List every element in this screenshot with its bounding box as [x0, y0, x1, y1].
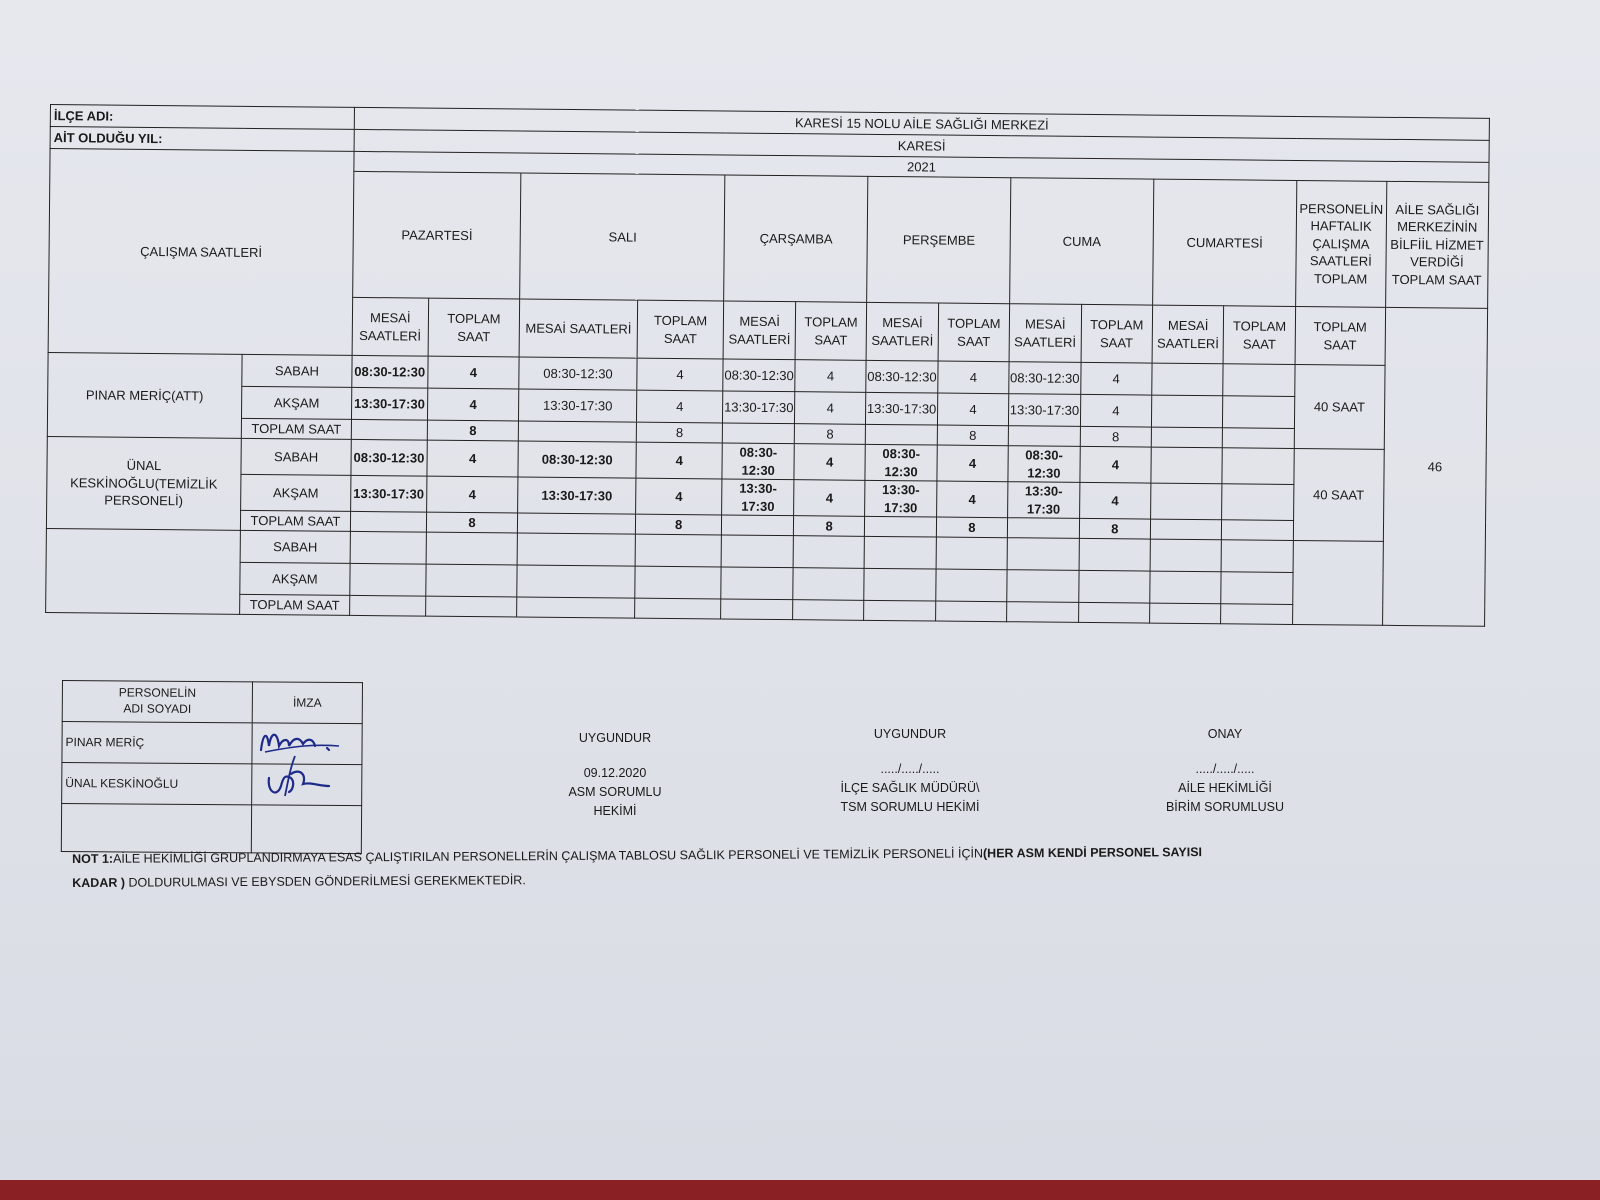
cell-daily-total: 8: [1079, 519, 1151, 540]
center-total-header: [1385, 181, 1489, 308]
staff-name: [46, 436, 241, 530]
mesai-header: [352, 297, 428, 356]
cell-empty: [350, 512, 426, 533]
toplam-line: SAAT: [1242, 335, 1276, 352]
approval-asm: [520, 728, 710, 821]
weekly-header-line: HAFTALIK: [1310, 218, 1372, 234]
note-label: NOT 1:: [72, 851, 114, 866]
toplam-line: SAAT: [957, 333, 991, 349]
signature-name-header: [62, 681, 252, 723]
cell-hours: 4: [937, 393, 1009, 426]
cell-hours: 4: [1079, 482, 1151, 519]
cell-daily-total: 8: [635, 514, 722, 535]
cell-time: 13:30-17:30: [1009, 394, 1081, 427]
toplam-header: [938, 303, 1010, 362]
cell-empty: [1150, 603, 1222, 624]
toplam-header: [637, 300, 724, 359]
shift-label-toplam: TOPLAM SAAT: [241, 418, 351, 439]
cell-time: 08:30-12:30: [866, 360, 938, 393]
cell-time: 08:30-12:30: [1009, 362, 1081, 395]
approval-role-line: ASM SORUMLU: [568, 785, 662, 800]
weekly-total-empty: [1292, 541, 1383, 626]
cell-empty: [1222, 448, 1294, 485]
mesai-line: SAATLERİ: [871, 332, 934, 348]
cell-time: 08:30-12:30: [723, 359, 795, 392]
mesai-line: MESAİ: [369, 310, 411, 326]
note-bold: (HER ASM KENDİ PERSONEL SAYISI: [982, 845, 1203, 861]
cell-empty: [1150, 571, 1222, 604]
shift-label-toplam: TOPLAM SAAT: [239, 595, 349, 616]
day-header-carsamba: ÇARŞAMBA: [724, 175, 868, 302]
yil-label: AİT OLDUĞU YIL:: [50, 127, 354, 152]
district-name: KARESİ: [354, 129, 1489, 162]
cell-time: 13:30-17:30: [518, 477, 636, 514]
cell-time: 08:30-12:30: [1008, 446, 1080, 483]
toplam-header: [1223, 306, 1295, 365]
toplam-line: TOPLAM: [653, 312, 708, 329]
cell-empty: [1152, 363, 1224, 396]
toplam-line: TOPLAM: [1090, 316, 1144, 333]
cell-empty: [1007, 602, 1079, 623]
cell-empty: [793, 568, 865, 601]
cell-hours: 4: [794, 392, 866, 425]
shift-label-sabah: SABAH: [241, 438, 352, 475]
shift-label-aksam: AKŞAM: [240, 474, 351, 511]
ilce-label: İLÇE ADI:: [50, 105, 354, 130]
cell-daily-total: 8: [427, 420, 519, 441]
center-total-value: 46: [1382, 307, 1487, 626]
signature-person-name: ÜNAL KESKİNOĞLU: [62, 763, 252, 805]
cell-hours: 4: [427, 440, 519, 477]
weekly-header-line: TOPLAM: [1313, 270, 1368, 287]
center-header-line: MERKEZİNİN: [1397, 219, 1478, 235]
cell-empty: [935, 601, 1007, 622]
cell-empty: [793, 536, 865, 569]
cell-daily-total: 8: [936, 517, 1008, 538]
mesai-line: MESAİ: [739, 313, 780, 329]
cell-empty: [722, 515, 794, 536]
approval-date: ...../...../.....: [1195, 761, 1255, 776]
toplam-header: [428, 298, 520, 357]
mesai-line: MESAİ: [882, 314, 923, 331]
sig-header-line: PERSONELİN: [118, 685, 197, 701]
cell-hours: 4: [937, 445, 1009, 482]
weekly-total: 40 SAAT: [1293, 448, 1384, 541]
staff-name-line: ÜNAL: [126, 458, 162, 474]
handwritten-signature: [255, 716, 365, 806]
note-text: DOLDURULMASI VE EBYSDEN GÖNDERİLMESİ GEREKMEKTEDİR.: [124, 872, 526, 890]
cell-empty: [351, 419, 427, 440]
cell-hours: 4: [636, 442, 723, 479]
cell-empty: [722, 535, 794, 568]
mesai-line: SAATLERİ: [1156, 335, 1220, 351]
shift-label-aksam: AKŞAM: [240, 563, 351, 596]
weekly-header-line: PERSONELİN: [1299, 200, 1384, 217]
cell-empty: [1007, 538, 1079, 571]
cell-hours: 4: [426, 476, 518, 513]
cell-hours: 4: [1080, 362, 1152, 395]
cell-empty: [425, 564, 517, 597]
approval-title: UYGUNDUR: [578, 731, 652, 745]
cell-hours: 4: [427, 356, 519, 389]
approval-title: UYGUNDUR: [873, 727, 947, 741]
cell-daily-total: 8: [426, 512, 518, 533]
cell-empty: [1078, 603, 1150, 624]
cell-empty: [1150, 539, 1222, 572]
cell-daily-total: 8: [937, 425, 1009, 446]
footnote: [72, 841, 1272, 896]
day-header-cumartesi: CUMARTESİ: [1153, 179, 1297, 306]
toplam-line: SAAT: [1099, 334, 1134, 350]
day-header-pazartesi: PAZARTESİ: [353, 171, 522, 299]
weekly-header-line: ÇALIŞMA: [1312, 235, 1370, 252]
cell-empty: [425, 596, 517, 617]
shift-label-sabah: SABAH: [242, 354, 353, 387]
signature-sign-header: İMZA: [252, 682, 362, 724]
shift-label-aksam: AKŞAM: [241, 386, 352, 419]
weekly-sub-line: TOPLAM: [1313, 319, 1367, 335]
cell-time: 13:30-17:30: [722, 479, 794, 516]
center-header-line: AİLE SAĞLIĞI: [1395, 201, 1480, 218]
cell-time: 13:30-17:30: [352, 387, 428, 420]
staff-name: PINAR MERİÇ(ATT): [47, 352, 242, 438]
cell-daily-total: 8: [636, 422, 723, 443]
approval-title: ONAY: [1207, 727, 1243, 741]
center-name: KARESİ 15 NOLU AİLE SAĞLIĞI MERKEZİ: [354, 107, 1489, 140]
cell-daily-total: 8: [794, 424, 866, 445]
cell-hours: 4: [635, 478, 722, 515]
toplam-line: TOPLAM: [804, 314, 858, 330]
cell-hours: 4: [793, 480, 865, 517]
cell-empty: [635, 534, 722, 567]
cell-empty: [1223, 364, 1295, 397]
sig-header-line: ADI SOYADI: [123, 701, 192, 716]
cell-hours: 4: [936, 481, 1008, 518]
cell-time: 13:30-17:30: [351, 476, 427, 513]
cell-empty: [936, 569, 1008, 602]
cell-hours: 4: [938, 361, 1010, 394]
cell-empty: [792, 600, 864, 621]
shift-label-sabah: SABAH: [240, 531, 351, 564]
cell-empty: [865, 517, 937, 538]
year-cell: 2021: [354, 151, 1489, 182]
cell-empty: [864, 569, 936, 602]
staff-name-empty: [46, 529, 241, 615]
cell-daily-total: 8: [793, 516, 865, 537]
cell-empty: [1221, 540, 1293, 573]
cell-hours: 4: [794, 444, 866, 481]
toplam-line: TOPLAM: [1232, 318, 1287, 334]
cell-empty: [864, 537, 936, 570]
mesai-header: [724, 301, 796, 360]
approval-role-line: HEKİMİ: [593, 804, 637, 818]
cell-empty: [519, 421, 637, 442]
cell-empty: [1078, 571, 1150, 604]
mesai-header: [1009, 304, 1081, 363]
note-bold: KADAR ): [72, 875, 126, 890]
cell-empty: [1008, 426, 1080, 447]
cell-time: 13:30-17:30: [1008, 482, 1080, 519]
approval-role-line: BİRİM SORUMLUSU: [1165, 800, 1285, 814]
cell-empty: [517, 597, 635, 618]
approval-role-line: TSM SORUMLU HEKİMİ: [840, 800, 980, 814]
cell-daily-total: 8: [1080, 426, 1152, 447]
signature-person-empty: [61, 804, 251, 853]
weekly-total: 40 SAAT: [1294, 364, 1385, 449]
mesai-line: MESAİ: [1025, 316, 1066, 332]
cell-empty: [634, 598, 721, 619]
cell-empty: [517, 565, 635, 598]
mesai-line: MESAİ: [1167, 317, 1209, 334]
mesai-header: [866, 302, 938, 361]
cell-empty: [426, 532, 518, 565]
cell-hours: 4: [637, 358, 724, 391]
cell-empty: [866, 424, 938, 445]
cell-empty: [1151, 447, 1223, 484]
center-header-line: VERDİĞİ: [1410, 254, 1464, 270]
cell-empty: [350, 564, 426, 597]
cell-hours: 4: [795, 360, 867, 393]
cell-hours: 4: [1080, 394, 1152, 427]
approval-role-line: AİLE HEKİMLİĞİ: [1178, 781, 1272, 796]
mesai-line: SAATLERİ: [359, 327, 422, 344]
cell-time: 13:30-17:30: [866, 392, 938, 425]
calisma-saatleri-header: ÇALIŞMA SAATLERİ: [48, 149, 354, 356]
cell-empty: [1151, 395, 1223, 428]
cell-empty: [1223, 428, 1295, 449]
toplam-line: SAAT: [814, 331, 848, 348]
mesai-line: SAATLERİ: [728, 331, 791, 347]
cell-empty: [936, 537, 1008, 570]
cell-empty: [721, 567, 793, 600]
cell-empty: [1222, 484, 1294, 521]
toplam-header: [795, 302, 867, 361]
mesai-line: SAATLERİ: [1014, 333, 1077, 350]
shift-label-toplam: TOPLAM SAAT: [240, 511, 350, 532]
schedule-table: [45, 104, 1490, 627]
cell-empty: [1223, 396, 1295, 429]
weekly-total-header: [1295, 180, 1386, 307]
weekly-header-line: SAATLERİ: [1309, 253, 1372, 269]
center-header-line: BİLFİİL HİZMET: [1390, 236, 1484, 253]
cell-empty: [1151, 427, 1223, 448]
center-header-line: TOPLAM SAAT: [1391, 271, 1482, 288]
cell-time: 08:30-12:30: [722, 443, 794, 480]
toplam-line: TOPLAM: [947, 315, 1001, 332]
cell-time: 13:30-17:30: [519, 389, 637, 422]
cell-empty: [518, 513, 636, 534]
staff-name-line: PERSONELİ): [104, 492, 184, 509]
cell-empty: [1222, 520, 1294, 541]
toplam-line: TOPLAM: [447, 310, 501, 327]
approval-role-line: İLÇE SAĞLIK MÜDÜRÜ\: [840, 781, 980, 796]
mesai-header: [1152, 305, 1224, 364]
cell-empty: [1007, 570, 1079, 603]
approval-date: 09.12.2020: [583, 765, 647, 780]
cell-empty: [635, 566, 722, 599]
day-header-sali: SALI: [520, 173, 725, 301]
mesai-header: MESAİ SAATLERİ: [519, 299, 637, 358]
weekly-sub-line: SAAT: [1323, 336, 1357, 353]
day-header-persembe: PERŞEMBE: [867, 176, 1011, 303]
toplam-line: SAAT: [457, 328, 491, 344]
toplam-header: [1081, 304, 1153, 363]
cell-empty: [350, 596, 426, 617]
work-schedule-form: [45, 104, 1490, 627]
cell-empty: [864, 601, 936, 622]
cell-empty: [1008, 518, 1080, 539]
cell-time: 08:30-12:30: [518, 441, 636, 478]
cell-time: 08:30-12:30: [519, 357, 637, 390]
cell-time: 08:30-12:30: [352, 355, 428, 388]
cell-empty: [350, 532, 426, 565]
approval-date: ...../...../.....: [880, 761, 940, 776]
approval-ilce: [800, 724, 1020, 817]
staff-name-line: KESKİNOĞLU(TEMİZLİK: [70, 475, 218, 492]
note-text: AİLE HEKİMLİĞİ GRUPLANDIRMAYA ESAS ÇALIŞTIRILAN PERSONELLERİN ÇALIŞMA TABLOSU SAĞLIK PERSONELİ VE TEMİZLİK PERSONELİ İÇİN: [113, 846, 984, 866]
cell-empty: [1079, 539, 1151, 572]
cell-time: 08:30-12:30: [351, 439, 427, 476]
cell-empty: [723, 423, 795, 444]
cell-empty: [721, 599, 793, 620]
day-header-cuma: CUMA: [1010, 178, 1154, 305]
cell-empty: [1150, 519, 1222, 540]
cell-empty: [1221, 572, 1293, 605]
cell-time: 13:30-17:30: [865, 480, 937, 517]
cell-empty: [518, 533, 636, 566]
cell-hours: 4: [636, 390, 723, 423]
cell-hours: 4: [1080, 446, 1152, 483]
cell-time: 13:30-17:30: [723, 391, 795, 424]
weekly-sub-header: [1295, 306, 1385, 365]
approval-onay: [1125, 724, 1325, 817]
toplam-line: SAAT: [663, 330, 697, 346]
cell-hours: 4: [427, 388, 519, 421]
cell-empty: [1221, 604, 1293, 625]
cell-empty: [1151, 483, 1223, 520]
cell-time: 08:30-12:30: [865, 444, 937, 481]
signature-person-name: PINAR MERİÇ: [62, 722, 252, 764]
